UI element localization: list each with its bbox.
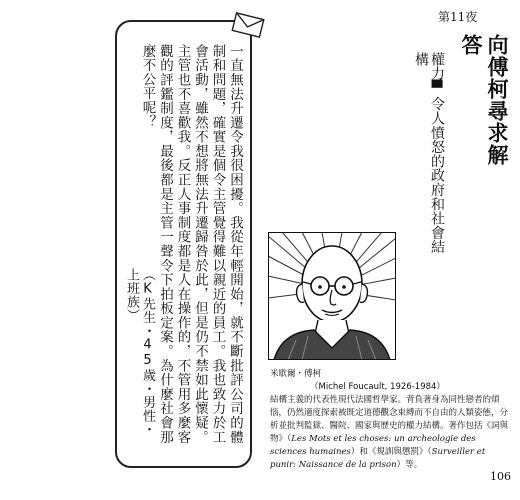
caption-work-1: Les Mots et les choses: un archeologie des sciences humaines	[270, 434, 476, 457]
caption-work-2: Surveiller et punir: Naissance de la prison	[270, 447, 486, 470]
chapter-subtitle: 權力▀令人憤怒的政府和社會結構	[413, 52, 445, 255]
night-label: 第11夜	[438, 10, 478, 24]
caption-text-1: 結構主義的代表性現代法國哲學家。背負著身為同性戀者的煩惱，仍然適度探索被既定道德觀念束縛而不自由的人類姿態，分析並批判監獄、醫院、國家與歷史的權力結構。著作包括《詞與物》（	[270, 395, 509, 444]
caption-text-3: ）等。	[396, 460, 423, 470]
letter-body: 一直無法升遷令我很困擾。我從年輕開始，就不斷批評公司的體制和問題，確實是個令主管覺得難以親近的員工。我也致力於工會活動，雖然不想將無法升遷歸咎於此，但是仍不禁如此懷疑。主管也不喜歡我。反正人事制度都是人在操作的，不管用多麼客觀的評鑑制度，最後都是主管一聲令下拍板定案。為什麼社會那麼不公平呢？	[139, 44, 243, 444]
caption-text-2: ）和《規訓與懲罰》（	[350, 447, 432, 457]
envelope-icon	[228, 10, 268, 40]
caption-name-en: （Michel Foucault, 1926-1984）	[310, 382, 445, 392]
caption-text	[270, 394, 510, 472]
page-number: 106	[490, 470, 511, 483]
caption	[270, 368, 510, 472]
michel-foucault-portrait	[268, 232, 396, 360]
letter-signature: （K先生・45歲・男性・上班族）	[124, 268, 155, 436]
caption-name-zh: 米歇爾・傅柯	[270, 369, 322, 379]
chapter-title: 向傅柯尋求解答	[459, 34, 510, 166]
